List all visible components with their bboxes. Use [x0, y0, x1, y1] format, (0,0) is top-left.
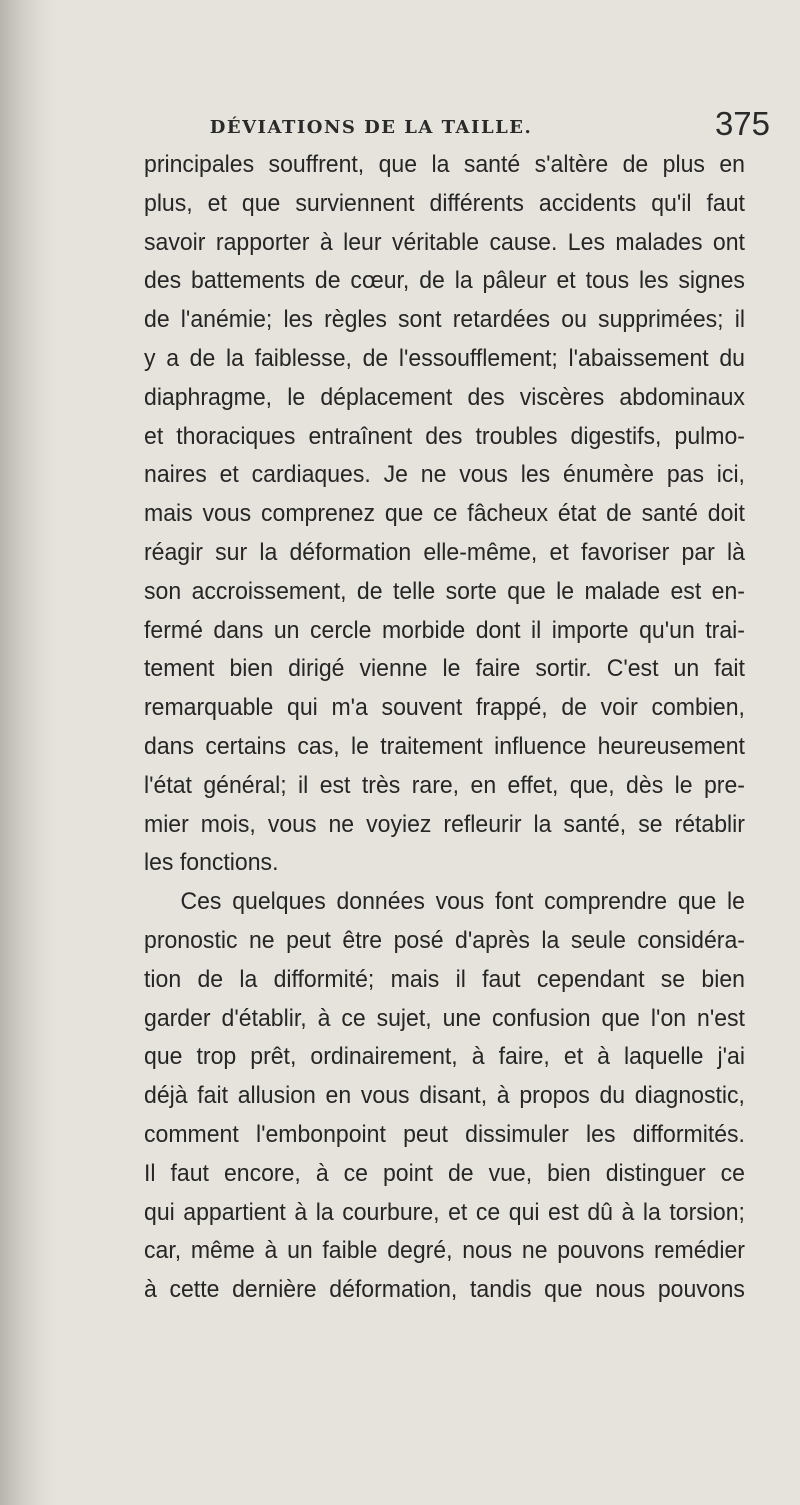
- text-line: mais vous comprenez que ce fâcheux état de santé doit: [144, 500, 745, 528]
- text-line: son accroissement, de telle sorte que le malade est en-: [144, 577, 745, 605]
- text-line: garder d'établir, à ce sujet, une confusion que l'on n'est: [144, 1004, 745, 1032]
- text-line: pronostic ne peut être posé d'après la seule considéra-: [144, 926, 745, 954]
- text-line: tement bien dirigé vienne le faire sortir. C'est un fait: [144, 655, 745, 683]
- running-head: [58, 105, 800, 145]
- text-line: qui appartient à la courbure, et ce qui est dû à la torsion;: [144, 1198, 745, 1226]
- text-line: réagir sur la déformation elle-même, et favoriser par là: [144, 538, 745, 566]
- text-line: tion de la difformité; mais il faut cependant se bien: [144, 965, 745, 993]
- text-line: dans certains cas, le traitement influence heureusement: [144, 732, 745, 760]
- text-line: des battements de cœur, de la pâleur et tous les signes: [144, 267, 745, 295]
- text-line: que trop prêt, ordinairement, à faire, et à laquelle j'ai: [144, 1043, 745, 1071]
- text-line: y a de la faiblesse, de l'essoufflement; l'abaissement du: [144, 344, 745, 372]
- text-line: savoir rapporter à leur véritable cause. Les malades ont: [144, 228, 745, 256]
- page-number: 375: [714, 105, 770, 142]
- text-line: naires et cardiaques. Je ne vous les énumère pas ici,: [144, 461, 745, 489]
- text-line: comment l'embonpoint peut dissimuler les difformités.: [144, 1120, 745, 1148]
- text-line: déjà fait allusion en vous disant, à propos du diagnostic,: [144, 1082, 745, 1110]
- text-line: de l'anémie; les règles sont retardées ou supprimées; il: [144, 306, 745, 334]
- text-line: les fonctions.: [144, 849, 279, 877]
- text-line: Ces quelques données vous font comprendre que le: [180, 888, 745, 916]
- text-line: fermé dans un cercle morbide dont il importe qu'un trai-: [144, 616, 745, 644]
- text-line: et thoraciques entraînent des troubles digestifs, pulmo-: [144, 422, 745, 450]
- text-line: car, même à un faible degré, nous ne pouvons remédier: [144, 1237, 745, 1265]
- text-line: Il faut encore, à ce point de vue, bien distinguer ce: [144, 1159, 745, 1187]
- running-head-title: DÉVIATIONS DE LA TAILLE.: [209, 117, 533, 138]
- page-gutter-shadow: [0, 0, 58, 1505]
- text-line: plus, et que surviennent différents accidents qu'il faut: [144, 189, 745, 217]
- text-line: l'état général; il est très rare, en effet, que, dès le pre-: [144, 771, 745, 799]
- text-line: diaphragme, le déplacement des viscères abdominaux: [144, 383, 745, 411]
- text-line: à cette dernière déformation, tandis que nous pouvons: [144, 1276, 745, 1304]
- text-line: principales souffrent, que la santé s'altère de plus en: [144, 151, 745, 178]
- text-line: mier mois, vous ne voyiez refleurir la santé, se rétablir: [144, 810, 745, 838]
- book-page: [58, 0, 800, 1505]
- body-text: [144, 146, 770, 1310]
- text-line: remarquable qui m'a souvent frappé, de voir combien,: [144, 694, 745, 722]
